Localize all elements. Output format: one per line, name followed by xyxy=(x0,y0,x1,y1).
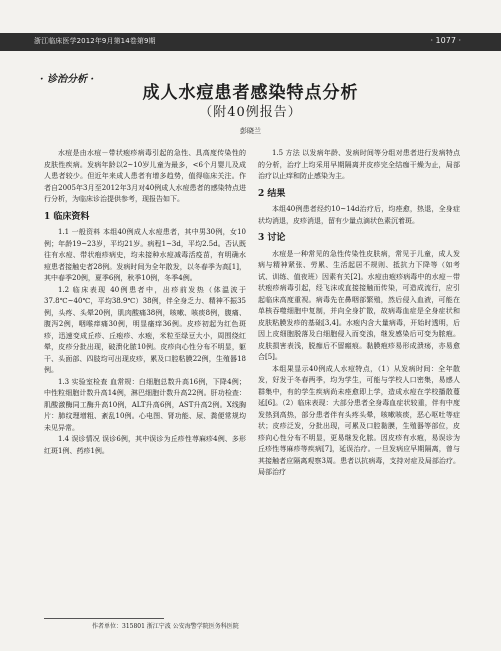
paragraph: 1.4 误诊情况 误诊6例，其中误诊为丘疹性荨麻疹4例、多形红斑1例、药疹1例。 xyxy=(44,435,246,455)
journal-name: 浙江临床医学2012年9月第14卷第9期 xyxy=(34,37,156,45)
paragraph: 本组40例患者经约10~14d治疗后，均痊愈，热退，全身症状均消退，皮疹消退，留有少量点滴状色素沉着斑。 xyxy=(258,205,460,225)
paragraph: 水痘是一种常见的急性传染性皮肤病，常见于儿童，成人发病与精神紧张、劳累、生活起居不规则、抵抗力下降等（如考试、训练、值夜班）因素有关[2]。水痘由疱疹病毒中的水痘－带状疱疹病毒引起，经飞沫或直接接触而传染，可造成流行，应引起临床高度重视。病毒先在鼻咽部繁殖，然后侵入血液，可能在单核吞噬细胞中复制，并向全身扩散，故病毒血症是全身症状和皮肤粘膜发疹的基础[3,4]。水疱内含大量病毒，开始时透明，后因上皮细胞脱落及白细胞侵入而变浊，继发感染后可变为脓疱。皮肤损害表浅，脱痂后不留瘢痕。黏膜疱疹易形成溃疡，亦易愈合[5]。 xyxy=(258,249,460,361)
paragraph: 1.1 一般资料 本组40例成人水痘患者，其中男30例，女10例；年龄19~23岁，平均21岁。病程1~3d，平均2.5d。否认既往有水痘、带状疱疹病史，均未接种水痘减毒活疫苗，有明确水痘患者接触史者28例。发病时间为全年散发，以冬春季为高[1]，其中春季20例，夏季6例，秋季10例，冬季4例。 xyxy=(44,228,246,282)
footnote-divider xyxy=(44,618,164,619)
footnote: 作者单位：315801 浙江宁波 公安海警学院医务科医院 xyxy=(92,623,239,630)
section-heading: 2 结果 xyxy=(258,188,286,199)
section-tag: · 诊治分析 · xyxy=(40,74,94,85)
section-heading: 3 讨论 xyxy=(258,233,286,243)
page-number: · 1077 · xyxy=(430,36,461,45)
article-title: 成人水痘患者感染特点分析 xyxy=(142,83,359,103)
paragraph: 1.2 临床表现 40例患者中，出疹前发热（体温波于37.8℃~40℃，平均38.9℃）38例，伴全身乏力、精神不振35例，头疼、头晕20例，肌肉酸痛38例，咳嗽、咳痰8例，腹痛、腹泻2例，咽喉痒痛30例，明显瘙痒36例。皮疹初起为红色斑疹，迅速变成丘疹、丘疱疹、水疱，米粒至绿豆大小，周围绕红晕，皮疹分批出现，破溃化脓10例。皮疹向心性分布不明显，躯干、头面部、四肢均可出现皮疹，累及口腔粘膜22例，生殖器18例。 xyxy=(44,285,246,374)
article-subtitle: （附40例报告） xyxy=(199,105,302,120)
section-heading: 1 临床资料 xyxy=(44,211,90,222)
paragraph: 水痘是由水痘－带状疱疹病毒引起的急性、具高度传染性的皮肤性疾病。发病年龄以2~10岁儿童为最多，<6个月婴儿及成人患者较少。但近年来成人患者有增多趋势，值得临床关注。作者自2005年3月至2012年3月对40例成人水痘患者的感染特点进行分析，为临床诊治提供参考，现报告如下。 xyxy=(44,149,246,203)
left-column xyxy=(44,148,246,457)
paragraph: 1.3 实验室检查 血常规：白细胞总数升高16例，下降4例；中性粒细胞计数升高14例，淋巴细胞计数升高22例。肝功检查：肌酸激酶同工酶升高10例，ALT升高6例，AST升高2例。X线胸片：肺纹理增粗、紊乱10例。心电图、肾功能、尿、粪便常规均未见异常。 xyxy=(44,377,246,432)
paragraph: 1.5 方法 以发病年龄、发病时间等分组对患者进行发病特点的分析，治疗上均采用早期隔离并皮疹完全结痂干燥为止，局部治疗以止痒和防止感染为主。 xyxy=(258,149,460,180)
author-name: 彭晓兰 xyxy=(240,127,261,135)
paragraph: 本组果显示40例成人水痘特点，（1）从发病时间：全年散发，好发于冬春两季，均为学生，可能与学校人口密集，易感人群集中，有的学生疾病尚未痊愈即上学，造成水痘在学校播散蔓延[6]。（2）临床表现：大部分患者全身毒血症状较重，伴有中度发热到高热，部分患者伴有头疼头晕，咳嗽咳痰，恶心呕吐等症状；皮疹泛发，分批出现，可累及口腔黏膜，生殖器等部位，皮疹向心性分布不明显，更易继发化脓。因皮疹有水疱，易误诊为丘疹性荨麻疹等疾病[7]，延误治疗。一旦发病应早期隔离，曾与其接触者应隔离观察3周。患者以抗病毒，支持对症及局部治疗。局部治疗 xyxy=(258,364,460,476)
right-column xyxy=(258,148,460,479)
